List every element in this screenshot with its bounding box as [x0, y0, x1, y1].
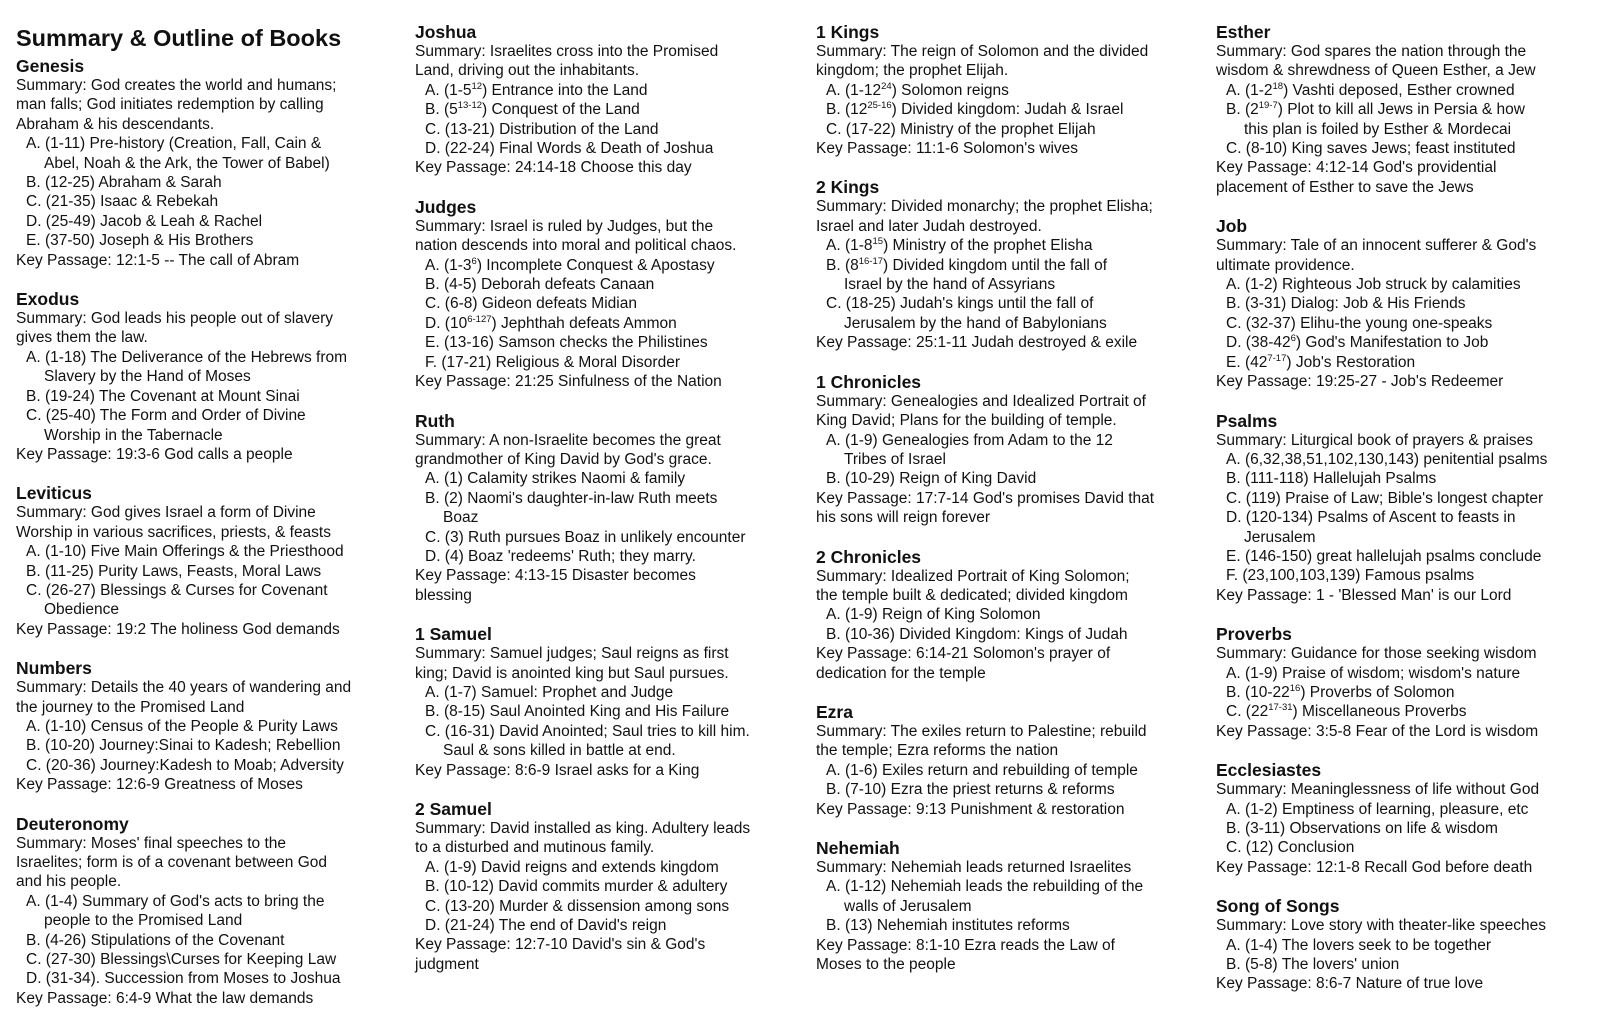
key-passage: Key Passage: 6:14-21 Solomon's prayer of [816, 645, 1111, 663]
outline-item [415, 877, 800, 896]
summary-line: Land, driving out the inhabitants. [415, 62, 640, 80]
summary-line: to a disturbed and mutinous family. [415, 839, 655, 857]
outline-item [1216, 683, 1600, 702]
outline-item-text: B. (8$^{16-17}$) Divided kingdom until the fall of [826, 255, 1108, 274]
outline-item [415, 702, 800, 721]
outline-item [1216, 547, 1600, 566]
outline-item-text: C. (12) Conclusion [1226, 839, 1355, 857]
summary-line: Summary: Nehemiah leads returned Israelites [816, 859, 1132, 876]
outline-item [415, 683, 800, 702]
key-passage: Key Passage: 25:1-11 Judah destroyed & exile [816, 334, 1138, 352]
outline-item-text: A. (1-4) The lovers seek to be together [1226, 936, 1492, 954]
outline-item [1216, 702, 1600, 721]
book-title: Joshua [415, 22, 477, 42]
book-title: Psalms [1216, 410, 1278, 431]
outline-item-text: C. (18-25) Judah's kings until the fall of [826, 295, 1094, 313]
outline-item [1216, 664, 1600, 683]
outline-item [816, 605, 1201, 624]
outline-item-text: B. (12$^{25-16}$) Divided kingdom: Judah & Israel [826, 100, 1124, 119]
outline-item [1216, 450, 1600, 469]
outline-item [16, 406, 401, 445]
outline-item [1216, 333, 1600, 352]
outline-item-text: C. (21-35) Isaac & Rebekah [26, 193, 219, 211]
key-passage: judgment [415, 955, 479, 973]
outline-item [1216, 838, 1600, 857]
book-title: 1 Kings [816, 22, 880, 42]
book-section-leviticus [16, 483, 401, 639]
outline-item [415, 314, 800, 333]
outline-item-text: B. (19-24) The Covenant at Mount Sinai [26, 387, 300, 405]
outline-item-text: D. (120-134) Psalms of Ascent to feasts in [1226, 509, 1516, 527]
book-title: Ruth [415, 410, 455, 431]
key-passage: Key Passage: 4:12-14 God's providential [1216, 159, 1497, 177]
outline-item-text: D. (25-49) Jacob & Leah & Rachel [26, 212, 263, 230]
outline-item-text: C. (6-8) Gideon defeats Midian [425, 295, 637, 313]
summary-line: kingdom; the prophet Elijah. [816, 62, 1009, 80]
column-1 [16, 22, 401, 1027]
book-title: 1 Samuel [415, 624, 492, 645]
outline-item-text: A. (1) Calamity strikes Naomi & family [425, 470, 686, 488]
outline-item-text: Jerusalem by the hand of Babylonians [844, 314, 1107, 332]
outline-item-text: C. (3) Ruth pursues Boaz in unlikely encounter [425, 528, 746, 546]
key-passage: Key Passage: 19:2 The holiness God demands [16, 620, 340, 638]
key-passage: Key Passage: 19:25-27 - Job's Redeemer [1216, 373, 1504, 391]
outline-item-text: Jerusalem [1244, 528, 1316, 546]
outline-item-text: C. (25-40) The Form and Order of Divine [26, 407, 306, 425]
outline-item-text: A. (6,32,38,51,102,130,143) penitential psalms [1226, 450, 1548, 468]
summary-line: Israelites; form is of a covenant between God [16, 854, 328, 871]
outline-item-text: F. (17-21) Religious & Moral Disorder [425, 353, 680, 371]
outline-item [816, 761, 1201, 780]
outline-item [1216, 314, 1600, 333]
outline-item-text: Slavery by the Hand of Moses [44, 368, 251, 386]
book-section-ruth [415, 411, 800, 606]
outline-item [16, 192, 401, 211]
outline-item-text: C. (8-10) King saves Jews; feast instituted [1226, 140, 1516, 158]
outline-item-text: B. (7-10) Ezra the priest returns & reforms [826, 781, 1115, 799]
summary-line: Summary: God gives Israel a form of Divine [16, 504, 316, 522]
outline-item [1216, 936, 1600, 955]
key-passage: Moses to the people [816, 956, 956, 974]
outline-item [1216, 819, 1600, 838]
summary-line: nation descends into moral and political chaos. [415, 237, 737, 255]
summary-line: Abraham & his descendants. [16, 115, 215, 133]
outline-item-text: C. (32-37) Elihu-the young one-speaks [1226, 314, 1493, 332]
outline-item-text: C. (13-20) Murder & dissension among sons [425, 897, 730, 915]
book-section-1-samuel [415, 624, 800, 780]
key-passage: Key Passage: 21:25 Sinfulness of the Nation [415, 373, 722, 391]
outline-item [415, 916, 800, 935]
outline-item [1216, 489, 1600, 508]
outline-item-text: A. $(1-8^{15})$ Ministry of the prophet Elisha [826, 236, 1093, 255]
outline-item [415, 275, 800, 294]
summary-line: Summary: Meaninglessness of life without God [1216, 781, 1540, 799]
outline-item-text: E. (146-150) great hallelujah psalms conclude [1226, 547, 1542, 565]
outline-item [16, 173, 401, 192]
key-passage: dedication for the temple [816, 664, 986, 682]
outline-item [415, 100, 800, 119]
summary-line: Summary: God leads his people out of slavery [16, 310, 334, 328]
summary-line: the journey to the Promised Land [16, 698, 245, 716]
key-passage: Key Passage: 8:1-10 Ezra reads the Law of [816, 936, 1115, 954]
summary-line: the temple built & dedicated; divided kingdom [816, 586, 1128, 604]
outline-item [16, 231, 401, 250]
outline-item-text: D. (21-24) The end of David's reign [425, 917, 667, 935]
book-title: 1 Chronicles [816, 371, 922, 392]
outline-item [1216, 294, 1600, 313]
outline-item-text: E. (42$^{7-17}$) Job's Restoration [1226, 352, 1416, 371]
outline-item-text: B. (5$^{13-12}$) Conquest of the Land [425, 100, 640, 119]
outline-item [1216, 100, 1600, 139]
outline-item-text: B. (4-5) Deborah defeats Canaan [425, 276, 655, 294]
outline-item [415, 528, 800, 547]
book-title: 2 Samuel [415, 799, 492, 819]
summary-line: the temple; Ezra reforms the nation [816, 742, 1059, 760]
summary-line: man falls; God initiates redemption by calling [16, 96, 324, 114]
outline-item-text: A. (1-12) Nehemiah leads the rebuilding of the [826, 878, 1144, 896]
outline-item-text: A. (1-7) Samuel: Prophet and Judge [425, 683, 674, 701]
summary-line: Summary: Guidance for those seeking wisdom [1216, 645, 1537, 663]
outline-item-text: D. (22-24) Final Words & Death of Joshua [425, 140, 714, 158]
outline-item [16, 212, 401, 231]
book-section-numbers [16, 658, 401, 794]
outline-item [415, 294, 800, 313]
outline-item-text: walls of Jerusalem [844, 897, 972, 915]
outline-item [16, 717, 401, 736]
summary-line: Summary: Tale of an innocent sufferer & God's [1216, 237, 1537, 255]
summary-line: Israel and later Judah destroyed. [816, 217, 1042, 235]
outline-item-text: B. (8-15) Saul Anointed King and His Failure [425, 703, 730, 721]
book-section-2-samuel [415, 799, 800, 974]
key-passage: Key Passage: 12:7-10 David's sin & God's [415, 936, 706, 954]
outline-item [16, 387, 401, 406]
outline-item [816, 877, 1201, 916]
key-passage: Key Passage: 11:1-6 Solomon's wives [816, 140, 1079, 158]
outline-item-text: A. (1-11) Pre-history (Creation, Fall, Cain & [26, 135, 322, 153]
outline-item [415, 139, 800, 158]
outline-item [816, 431, 1201, 470]
book-section-ezra [816, 702, 1201, 819]
outline-item-text: C. (17-22) Ministry of the prophet Elijah [826, 120, 1096, 138]
outline-item [1216, 275, 1600, 294]
outline-item [415, 81, 800, 100]
book-title: Ecclesiastes [1216, 760, 1322, 781]
book-title: Ezra [816, 701, 853, 722]
summary-line: Summary: A non-Israelite becomes the great [415, 431, 721, 449]
outline-item [1216, 566, 1600, 585]
outline-item [1216, 139, 1600, 158]
book-title: Deuteronomy [16, 813, 129, 834]
summary-line: Worship in various sacrifices, priests, & feasts [16, 523, 331, 541]
outline-item [415, 469, 800, 488]
key-passage: Key Passage: 24:14-18 Choose this day [415, 159, 692, 177]
outline-item-text: C. (13-21) Distribution of the Land [425, 120, 659, 138]
summary-line: grandmother of King David by God's grace. [415, 450, 712, 468]
book-title: Esther [1216, 22, 1271, 42]
outline-item [415, 722, 800, 761]
outline-item-text: A. (1-9) David reigns and extends kingdom [425, 858, 719, 876]
book-section-esther [1216, 22, 1600, 197]
outline-item-text: A. $(1-5^{12})$ Entrance into the Land [425, 80, 648, 99]
outline-item [1216, 469, 1600, 488]
summary-line: Summary: Divided monarchy; the prophet Elisha; [816, 198, 1153, 216]
book-section-nehemiah [816, 838, 1201, 974]
page-title: Summary & Outline of Books [16, 25, 342, 51]
outline-item-text: Tribes of Israel [844, 450, 946, 468]
key-passage: blessing [415, 586, 472, 604]
summary-line: Summary: Idealized Portrait of King Solomon; [816, 567, 1130, 585]
key-passage: Key Passage: 8:6-7 Nature of true love [1216, 975, 1484, 993]
key-passage: Key Passage: 3:5-8 Fear of the Lord is wisdom [1216, 722, 1539, 740]
key-passage: Key Passage: 4:13-15 Disaster becomes [415, 567, 696, 585]
outline-item-text: A. (1-6) Exiles return and rebuilding of temple [826, 761, 1138, 779]
outline-item [415, 333, 800, 352]
outline-item-text: Boaz [443, 509, 479, 527]
summary-line: king; David is anointed king but Saul pursues. [415, 664, 729, 682]
outline-item-text: A. (1-9) Genealogies from Adam to the 12 [826, 431, 1113, 449]
outline-item-text: D. (10$^{6-127}$) Jephthah defeats Ammon [425, 313, 677, 332]
summary-line: ultimate providence. [1216, 256, 1355, 274]
outline-item [16, 736, 401, 755]
outline-item [816, 256, 1201, 295]
outline-item [816, 469, 1201, 488]
summary-line: gives them the law. [16, 329, 148, 347]
summary-line: and his people. [16, 873, 122, 891]
outline-item-text: A. (1-9) Reign of King Solomon [826, 606, 1041, 624]
outline-item [16, 348, 401, 387]
summary-line: Summary: Moses' final speeches to the [16, 834, 287, 852]
summary-line: Summary: Samuel judges; Saul reigns as first [415, 645, 729, 663]
summary-line: Summary: Genealogies and Idealized Portrait of [816, 392, 1146, 410]
outline-item-text: A. $(1-2^{18})$ Vashti deposed, Esther crowned [1226, 80, 1515, 99]
outline-item [816, 100, 1201, 119]
outline-item-text: Obedience [44, 601, 119, 619]
outline-item [1216, 800, 1600, 819]
outline-item-text: C. (27-30) Blessings\Curses for Keeping Law [26, 951, 337, 969]
outline-item-text: E. (37-50) Joseph & His Brothers [26, 232, 254, 250]
book-title: Job [1216, 216, 1248, 237]
summary-line: Summary: Israelites cross into the Promised [415, 43, 719, 60]
book-title: Proverbs [1216, 624, 1292, 645]
outline-item [415, 489, 800, 528]
outline-item [816, 81, 1201, 100]
column-2 [415, 22, 800, 993]
key-passage: Key Passage: 12:1-8 Recall God before death [1216, 858, 1533, 876]
outline-item [816, 294, 1201, 333]
outline-item-text: D. (4) Boaz 'redeems' Ruth; they marry. [425, 547, 696, 565]
outline-item-text: A. (1-2) Emptiness of learning, pleasure, etc [1226, 800, 1529, 818]
outline-item-text: A. (1-18) The Deliverance of the Hebrews from [26, 348, 348, 366]
outline-item-text: B. (12-25) Abraham & Sarah [26, 174, 222, 192]
book-title: Leviticus [16, 483, 92, 504]
key-passage: Key Passage: 9:13 Punishment & restoration [816, 800, 1125, 818]
book-title: Exodus [16, 289, 80, 310]
book-section-2-chronicles [816, 547, 1201, 683]
key-passage: Key Passage: 1 - 'Blessed Man' is our Lord [1216, 586, 1512, 604]
book-title: 2 Kings [816, 177, 880, 198]
book-section-song-of-songs [1216, 896, 1600, 994]
book-section-judges [415, 197, 800, 392]
outline-item-text: A. (1-2) Righteous Job struck by calamities [1226, 276, 1521, 294]
summary-line: Summary: Liturgical book of prayers & praises [1216, 431, 1534, 449]
outline-item [816, 625, 1201, 644]
key-passage: his sons will reign forever [816, 509, 991, 527]
outline-item-text: B. (111-118) Hallelujah Psalms [1226, 470, 1437, 488]
book-title: Numbers [16, 658, 92, 679]
key-passage: Key Passage: 8:6-9 Israel asks for a King [415, 761, 700, 779]
book-section-exodus [16, 289, 401, 464]
book-section-genesis [16, 56, 401, 270]
outline-item-text: B. (3-31) Dialog: Job & His Friends [1226, 295, 1466, 313]
book-title: Genesis [16, 56, 85, 76]
outline-item-text: this plan is foiled by Esther & Mordecai [1244, 120, 1512, 138]
outline-item-text: D. (31-34). Succession from Moses to Joshua [26, 970, 341, 988]
outline-item-text: A. $(1-3^6)$ Incomplete Conquest & Apostasy [425, 255, 715, 274]
summary-line: King David; Plans for the building of temple. [816, 412, 1117, 430]
outline-item [415, 897, 800, 916]
outline-item [816, 916, 1201, 935]
key-passage: Key Passage: 12:1-5 -- The call of Abram [16, 251, 300, 269]
summary-line: Summary: The exiles return to Palestine; rebuild [816, 722, 1147, 740]
outline-item-text: B. (11-25) Purity Laws, Feasts, Moral Laws [26, 562, 322, 580]
summary-line: Summary: David installed as king. Adultery leads [415, 820, 751, 837]
outline-item [16, 969, 401, 988]
outline-item-text: Saul & sons killed in battle at end. [443, 742, 676, 760]
outline-item-text: people to the Promised Land [44, 912, 243, 930]
outline-item-text: C. (119) Praise of Law; Bible's longest chapter [1226, 489, 1544, 507]
outline-item [1216, 81, 1600, 100]
outline-item [415, 120, 800, 139]
book-section-proverbs [1216, 624, 1600, 741]
summary-line: Summary: The reign of Solomon and the divided [816, 43, 1149, 60]
outline-item-text: B. (3-11) Observations on life & wisdom [1226, 820, 1498, 837]
outline-item [1216, 955, 1600, 974]
outline-item-text: B. (10-29) Reign of King David [826, 470, 1037, 488]
outline-item-text: Worship in the Tabernacle [44, 426, 223, 444]
summary-line: Summary: Details the 40 years of wandering and [16, 679, 352, 697]
outline-item [16, 950, 401, 969]
outline-item-text: Israel by the hand of Assyrians [844, 276, 1056, 294]
outline-item [16, 542, 401, 561]
outline-item [16, 134, 401, 173]
outline-item-text: D. $(38-42^6)$ God's Manifestation to Job [1226, 333, 1489, 352]
book-title: Judges [415, 196, 477, 217]
outline-item-text: B. (2$^{19-7}$) Plot to kill all Jews in Persia & how [1226, 100, 1525, 119]
book-title: Song of Songs [1216, 896, 1340, 917]
outline-item-text: A. (1-4) Summary of God's acts to bring the [26, 892, 325, 910]
outline-item [1216, 508, 1600, 547]
outline-item-text: A. (1-10) Five Main Offerings & the Priesthood [26, 543, 344, 561]
book-title: 2 Chronicles [816, 546, 922, 567]
outline-item-text: C. (20-36) Journey:Kadesh to Moab; Adversity [26, 756, 344, 774]
outline-item [16, 562, 401, 581]
book-section-2-kings [816, 177, 1201, 352]
summary-line: wisdom & shrewdness of Queen Esther, a Jew [1216, 62, 1536, 80]
outline-item-text: Abel, Noah & the Ark, the Tower of Babel) [44, 154, 330, 172]
outline-item [16, 892, 401, 931]
book-section-psalms [1216, 411, 1600, 606]
outline-item-text: B. (10-20) Journey:Sinai to Kadesh; Rebellion [26, 737, 341, 755]
outline-item-text: C. (22$^{17-31}$) Miscellaneous Proverbs [1226, 702, 1467, 721]
book-section-job [1216, 216, 1600, 391]
key-passage: Key Passage: 6:4-9 What the law demands [16, 989, 314, 1007]
outline-item-text: B. $(10-22^{16})$ Proverbs of Solomon [1226, 682, 1455, 701]
outline-item [816, 236, 1201, 255]
book-title: Nehemiah [816, 838, 900, 858]
column-3 [816, 22, 1201, 993]
outline-item [816, 780, 1201, 799]
summary-line: Summary: God creates the world and humans; [16, 77, 337, 94]
key-passage: Key Passage: 12:6-9 Greatness of Moses [16, 776, 303, 794]
summary-line: Summary: Israel is ruled by Judges, but the [415, 217, 714, 235]
summary-line: Summary: God spares the nation through the [1216, 43, 1527, 60]
book-section-1-chronicles [816, 372, 1201, 528]
summary-line: Summary: Love story with theater-like speeches [1216, 917, 1546, 935]
outline-item-text: F. (23,100,103,139) Famous psalms [1226, 567, 1475, 585]
book-section-joshua [415, 22, 800, 178]
key-passage: Key Passage: 19:3-6 God calls a people [16, 445, 293, 463]
outline-item [415, 858, 800, 877]
outline-item-text: C. (26-27) Blessings & Curses for Covenant [26, 581, 328, 599]
key-passage: Key Passage: 17:7-14 God's promises David that [816, 489, 1155, 507]
outline-item [816, 120, 1201, 139]
column-4 [1216, 22, 1600, 1013]
outline-item-text: A. (1-10) Census of the People & Purity Laws [26, 717, 338, 735]
key-passage: placement of Esther to save the Jews [1216, 178, 1474, 196]
outline-item-text: C. (16-31) David Anointed; Saul tries to kill him. [425, 722, 750, 740]
book-section-deuteronomy [16, 814, 401, 1009]
outline-item [16, 756, 401, 775]
outline-item [415, 256, 800, 275]
outline-item [415, 547, 800, 566]
outline-item-text: B. (2) Naomi's daughter-in-law Ruth meets [425, 489, 718, 507]
outline-item-text: B. (13) Nehemiah institutes reforms [826, 917, 1070, 935]
outline-item [415, 353, 800, 372]
outline-item-text: B. (10-36) Divided Kingdom: Kings of Judah [826, 625, 1128, 643]
outline-item-text: B. (5-8) The lovers' union [1226, 956, 1400, 974]
outline-item [16, 581, 401, 620]
outline-item [16, 931, 401, 950]
outline-item [1216, 353, 1600, 372]
outline-item-text: A. $(1-12^{24})$ Solomon reigns [826, 80, 1009, 99]
book-section-ecclesiastes [1216, 760, 1600, 877]
outline-item-text: B. (10-12) David commits murder & adultery [425, 878, 728, 896]
book-section-1-kings [816, 22, 1201, 158]
outline-item-text: A. (1-9) Praise of wisdom; wisdom's nature [1226, 664, 1521, 682]
outline-item-text: E. (13-16) Samson checks the Philistines [425, 334, 708, 352]
outline-item-text: B. (4-26) Stipulations of the Covenant [26, 931, 285, 949]
